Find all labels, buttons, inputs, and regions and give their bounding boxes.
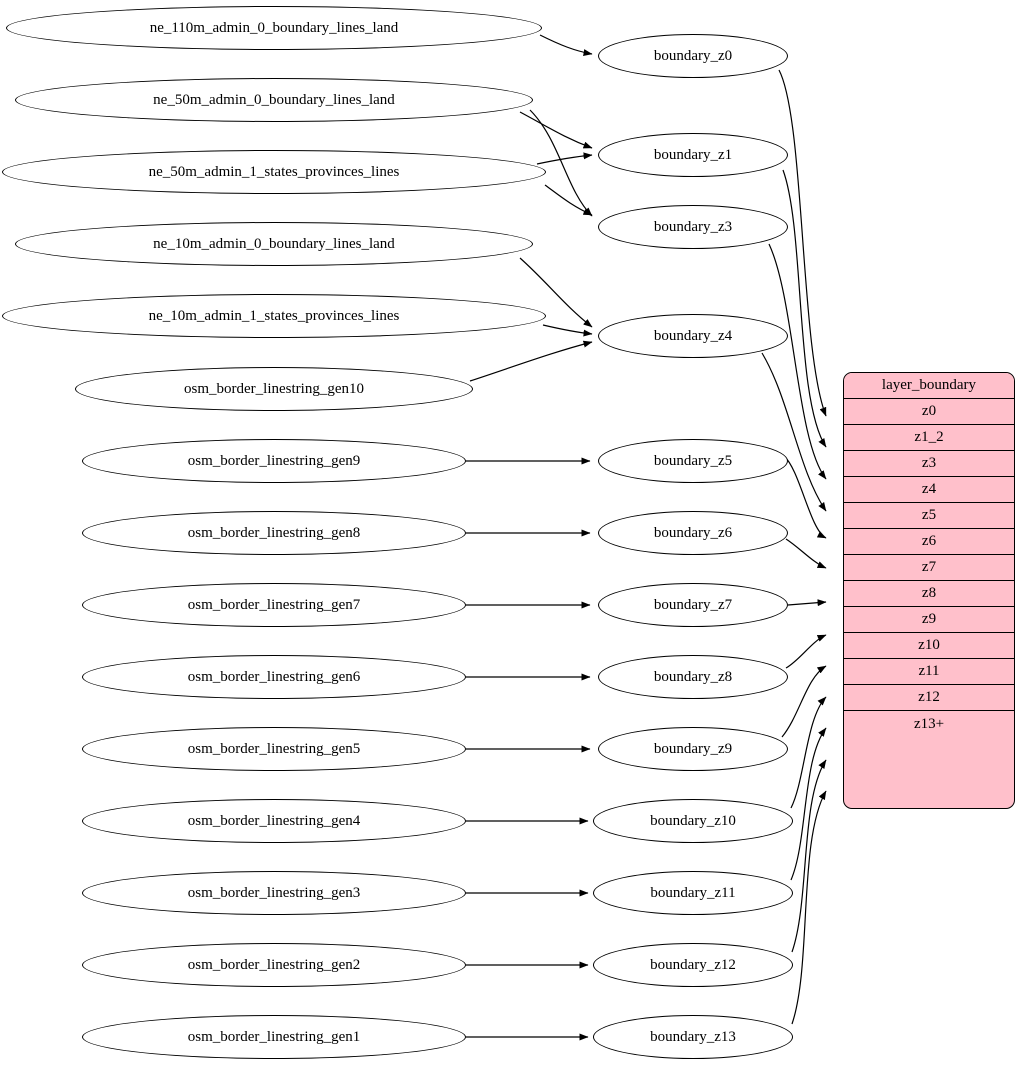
edge-z1-row-z1_2 xyxy=(783,170,826,447)
node-label: boundary_z12 xyxy=(650,956,736,973)
node-label: boundary_z13 xyxy=(650,1028,736,1045)
table-cell: z9 xyxy=(921,611,937,627)
edge-z9-row-z9 xyxy=(782,666,826,737)
node-label: boundary_z6 xyxy=(653,524,733,541)
source-node[interactable] xyxy=(6,6,542,50)
edge-z8-row-z8 xyxy=(786,635,826,668)
node-label: osm_border_linestring_gen6 xyxy=(187,668,361,685)
table-cell: z12 xyxy=(918,689,940,705)
edge-ne10adm1-z4 xyxy=(543,325,592,334)
edge-z7-row-z7 xyxy=(788,602,826,605)
source-node[interactable] xyxy=(82,511,466,555)
edge-z0-row-z0 xyxy=(779,70,826,416)
source-node[interactable] xyxy=(82,871,466,915)
node-label: boundary_z7 xyxy=(653,596,733,613)
node-label: osm_border_linestring_gen7 xyxy=(187,596,361,613)
node-label: osm_border_linestring_gen10 xyxy=(184,380,364,397)
table-row[interactable] xyxy=(844,659,1014,685)
node-label: osm_border_linestring_gen1 xyxy=(187,1028,361,1045)
boundary-node[interactable] xyxy=(598,511,788,555)
node-label: ne_110m_admin_0_boundary_lines_land xyxy=(149,19,399,36)
table-row[interactable] xyxy=(844,685,1014,711)
boundary-node[interactable] xyxy=(598,133,788,177)
source-node[interactable] xyxy=(82,583,466,627)
source-node[interactable] xyxy=(82,727,466,771)
source-node[interactable] xyxy=(2,150,546,194)
table-cell: z7 xyxy=(921,559,937,575)
node-label: osm_border_linestring_gen3 xyxy=(187,884,361,901)
source-node[interactable] xyxy=(82,943,466,987)
edge-ne110-z0 xyxy=(540,35,592,54)
node-label: osm_border_linestring_gen4 xyxy=(187,812,361,829)
boundary-node[interactable] xyxy=(598,727,788,771)
table-row[interactable] xyxy=(844,633,1014,659)
node-label: osm_border_linestring_gen2 xyxy=(187,956,361,973)
boundary-node[interactable] xyxy=(593,871,793,915)
table-cell: z4 xyxy=(921,481,937,497)
node-label: ne_10m_admin_1_states_provinces_lines xyxy=(148,307,400,324)
table-row[interactable] xyxy=(844,607,1014,633)
source-node[interactable] xyxy=(82,439,466,483)
table-cell: z10 xyxy=(918,637,940,653)
table-cell: z0 xyxy=(921,403,937,419)
table-cell: z1_2 xyxy=(914,429,944,445)
node-label: boundary_z4 xyxy=(653,327,733,344)
boundary-node[interactable] xyxy=(598,205,788,249)
boundary-node[interactable] xyxy=(598,439,788,483)
source-node[interactable] xyxy=(75,367,473,411)
node-label: osm_border_linestring_gen8 xyxy=(187,524,361,541)
boundary-node[interactable] xyxy=(598,34,788,78)
node-label: boundary_z11 xyxy=(650,884,736,901)
node-label: boundary_z3 xyxy=(653,218,733,235)
source-node[interactable] xyxy=(82,799,466,843)
layer-boundary-table[interactable] xyxy=(843,372,1015,809)
source-node[interactable] xyxy=(82,655,466,699)
table-row[interactable] xyxy=(844,529,1014,555)
table-row[interactable] xyxy=(844,555,1014,581)
table-cell: z3 xyxy=(921,455,937,471)
edge-ne50adm1-z3 xyxy=(545,185,592,215)
table-row[interactable] xyxy=(844,399,1014,425)
table-row[interactable] xyxy=(844,503,1014,529)
node-label: ne_50m_admin_0_boundary_lines_land xyxy=(153,91,395,108)
node-label: boundary_z9 xyxy=(653,740,733,757)
table-row[interactable] xyxy=(844,451,1014,477)
source-node[interactable] xyxy=(15,222,533,266)
boundary-node[interactable] xyxy=(598,314,788,358)
node-label: ne_10m_admin_0_boundary_lines_land xyxy=(153,235,395,252)
table-row[interactable] xyxy=(844,711,1014,737)
table-cell: z8 xyxy=(921,585,937,601)
source-node[interactable] xyxy=(15,78,533,122)
edge-ne50adm1-z1 xyxy=(537,155,592,164)
table-row[interactable] xyxy=(844,581,1014,607)
table-cell: z5 xyxy=(921,507,937,523)
node-label: ne_50m_admin_1_states_provinces_lines xyxy=(148,163,400,180)
table-title xyxy=(844,373,1014,399)
boundary-node[interactable] xyxy=(598,655,788,699)
edge-gen10-z4 xyxy=(470,342,592,381)
boundary-node[interactable] xyxy=(593,799,793,843)
boundary-node[interactable] xyxy=(598,583,788,627)
node-label: boundary_z1 xyxy=(653,146,733,163)
node-label: boundary_z10 xyxy=(650,812,736,829)
boundary-node[interactable] xyxy=(593,1015,793,1059)
table-row[interactable] xyxy=(844,425,1014,451)
table-row[interactable] xyxy=(844,477,1014,503)
source-node[interactable] xyxy=(2,294,546,338)
edge-ne50adm0-z1 xyxy=(520,112,592,148)
node-label: boundary_z0 xyxy=(653,47,733,64)
table-cell: z13+ xyxy=(913,715,945,732)
boundary-node[interactable] xyxy=(593,943,793,987)
node-label: boundary_z5 xyxy=(653,452,733,469)
node-label: osm_border_linestring_gen9 xyxy=(187,452,361,469)
table-title-label: layer_boundary xyxy=(881,377,977,393)
edge-z6-row-z6 xyxy=(786,539,826,568)
source-node[interactable] xyxy=(82,1015,466,1059)
table-cell: z6 xyxy=(921,533,937,549)
node-label: boundary_z8 xyxy=(653,668,733,685)
node-label: osm_border_linestring_gen5 xyxy=(187,740,361,757)
table-cell: z11 xyxy=(918,663,940,679)
